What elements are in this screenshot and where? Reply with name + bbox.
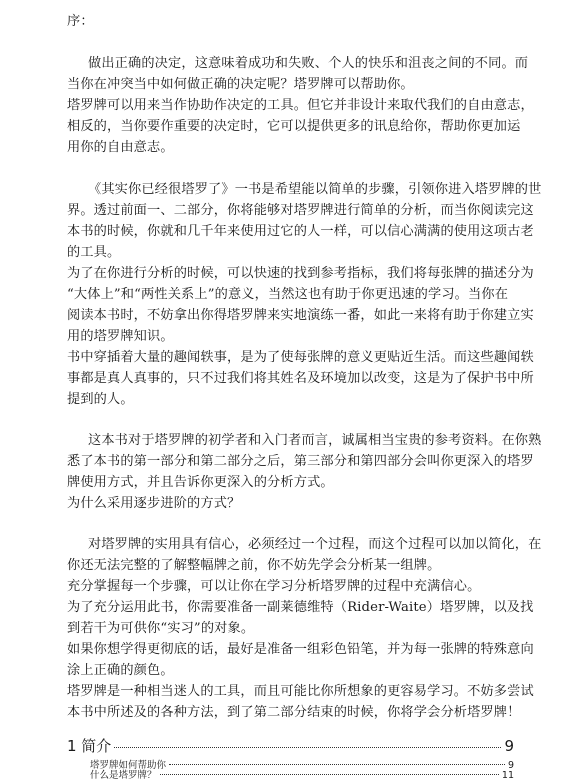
text-line: 涂上正确的颜色。 — [67, 663, 174, 678]
toc-chapter-page: 9 — [504, 737, 514, 755]
toc-leader-dots — [160, 774, 499, 775]
text-line: 做出正确的决定，这意味着成功和失败、个人的快乐和沮丧之间的不同。而 — [88, 56, 529, 71]
text-line: 当你在冲突当中如何做正确的决定呢？塔罗牌可以帮助你。 — [67, 77, 414, 92]
preface-heading: 序： — [67, 14, 94, 29]
text-line: 为了在你进行分析的时候，可以快速的找到参考指标，我们将每张牌的描述分为 — [67, 266, 534, 281]
text-line: 本书的时候，你就和几千年来使用过它的人一样，可以信心满满的使用这项古老 — [67, 224, 534, 239]
text-line: 对塔罗牌的实用具有信心，必须经过一个过程，而这个过程可以加以简化，在 — [88, 537, 542, 552]
toc-leader-dots — [114, 747, 501, 748]
text-line: “大体上”和“两性关系上”的意义，当然这也有助于你更迅速的学习。当你在 — [67, 287, 509, 302]
toc-leader-dots — [169, 764, 505, 765]
text-line: 用的塔罗牌知识。 — [67, 329, 174, 344]
toc-item-title: 塔罗牌如何帮助你 — [90, 760, 167, 771]
text-line: 塔罗牌可以用来当作协助作决定的工具。但它并非设计来取代我们的自由意志， — [67, 98, 534, 113]
text-line: 为了充分运用此书，你需要准备一副莱德维特（Rider-Waite）塔罗牌，以及找 — [67, 600, 534, 615]
toc-item-page: 9 — [507, 760, 514, 771]
text-line: 塔罗牌是一种相当迷人的工具，而且可能比你所想象的更容易学习。不妨多尝试 — [67, 684, 534, 699]
text-line: 书中穿插着大量的趣闻轶事，是为了使每张牌的意义更贴近生活。而这些趣闻轶 — [67, 350, 534, 365]
text-line: 本书中所述及的各种方法，到了第二部分结束的时候，你将学会分析塔罗牌！ — [67, 705, 521, 720]
text-line: 到若干为可供你“实习”的对象。 — [67, 621, 255, 636]
text-line: 如果你想学得更彻底的话，最好是准备一组彩色铅笔，并为每一张牌的特殊意向 — [67, 642, 534, 657]
text-line: 悉了本书的第一部分和第二部分之后，第三部分和第四部分会叫你更深入的塔罗 — [67, 454, 534, 469]
text-line: 相反的，当你要作重要的决定时，它可以提供更多的讯息给你，帮助你更加运 — [67, 119, 521, 134]
text-line: 牌使用方式，并且告诉你更深入的分析方式。 — [67, 475, 334, 490]
text-line: 阅读本书时，不妨拿出你得塔罗牌来实地演练一番，如此一来将有助于你建立实 — [67, 308, 534, 323]
text-line: 这本书对于塔罗牌的初学者和入门者而言，诚属相当宝贵的参考资料。在你熟 — [88, 433, 542, 448]
toc-item-title: 什么是塔罗牌？ — [90, 770, 157, 781]
text-line: 充分掌握每一个步骤，可以让你在学习分析塔罗牌的过程中充满信心。 — [67, 579, 481, 594]
text-line: 用你的自由意志。 — [67, 140, 174, 155]
toc-item-entry[interactable] — [90, 767, 514, 783]
toc-chapter-title: 1 简介 — [67, 737, 112, 755]
toc-chapter-entry[interactable] — [67, 735, 514, 757]
text-line: 为什么采用逐步进阶的方式？ — [67, 496, 241, 511]
text-line: 界。透过前面一、二部分，你将能够对塔罗牌进行简单的分析，而当你阅读完这 — [67, 203, 534, 218]
toc-item-page: 11 — [501, 770, 514, 781]
text-line: 事都是真人真事的，只不过我们将其姓名及环境加以改变，这是为了保护书中所 — [67, 371, 534, 386]
text-line: 你还无法完整的了解整幅牌之前，你不妨先学会分析某一组牌。 — [67, 558, 441, 573]
text-line: 的工具。 — [67, 245, 121, 260]
text-line: 《其实你已经很塔罗了》一书是希望能以简单的步骤，引领你进入塔罗牌的世 — [88, 182, 542, 197]
text-line: 提到的人。 — [67, 392, 134, 407]
